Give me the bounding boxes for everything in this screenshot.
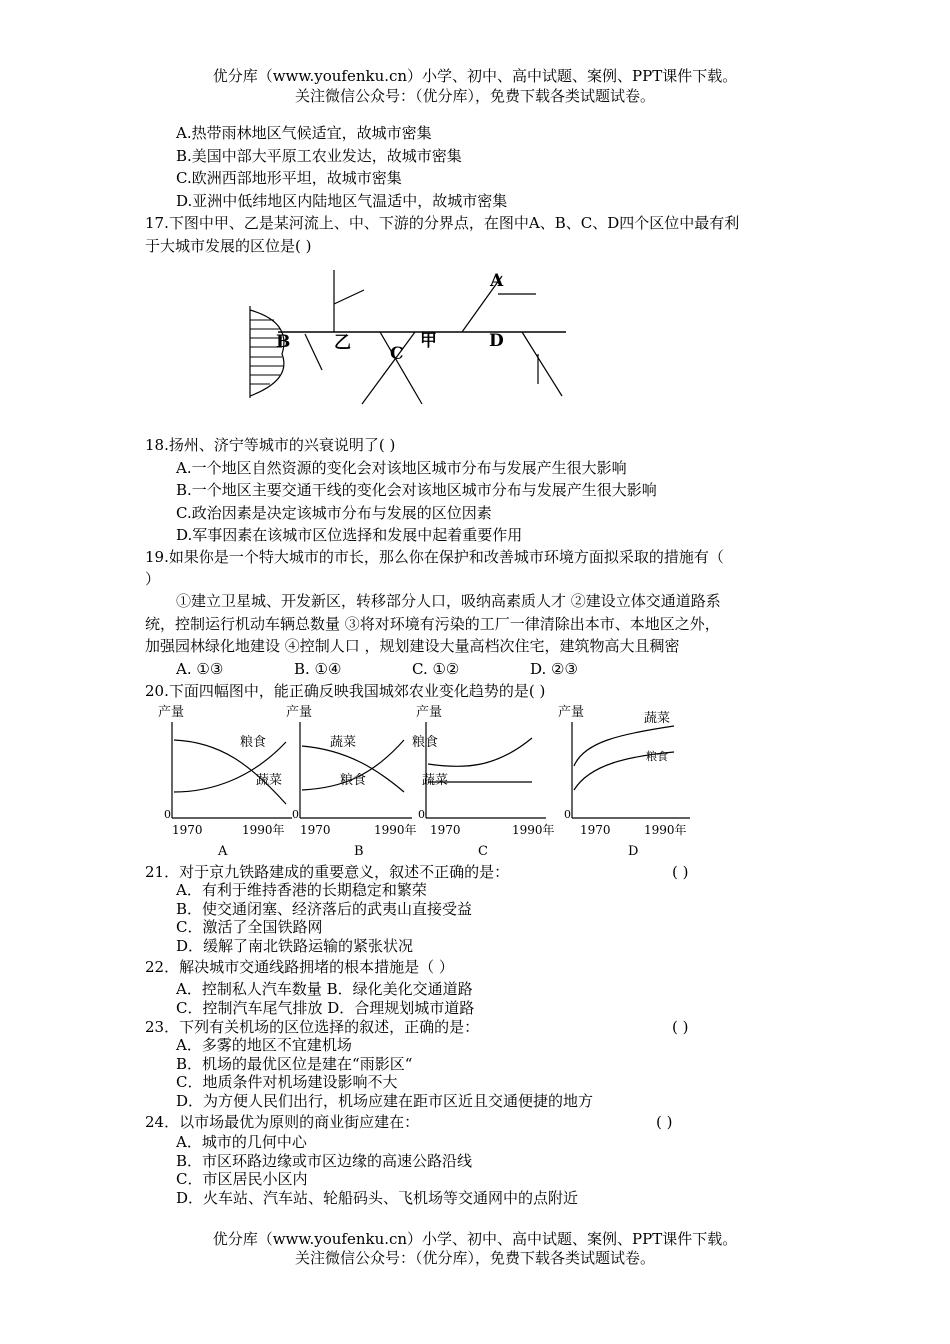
q24-option-c: C．市区居民小区内 bbox=[176, 1170, 308, 1188]
q23-option-a: A．多雾的地区不宜建机场 bbox=[176, 1036, 352, 1054]
chart-d-x1: 1990年 bbox=[644, 823, 687, 837]
q23-blank: ( ) bbox=[672, 1018, 689, 1036]
q18-option-c: C.政治因素是决定该城市分布与发展的区位因素 bbox=[176, 504, 492, 522]
chart-b-zero: 0 bbox=[292, 808, 299, 821]
chart-b-label-grain: 粮食 bbox=[340, 773, 367, 788]
chart-a-curve-grain bbox=[174, 740, 286, 804]
q22-options-cd: C．控制汽车尾气排放 D．合理规划城市道路 bbox=[176, 999, 475, 1017]
header-line-1: 优分库（www.youfenku.cn）小学、初中、高中试题、案例、PPT课件下载。 bbox=[212, 67, 738, 85]
chart-b-x0: 1970 bbox=[300, 823, 331, 837]
tributary-2 bbox=[305, 334, 322, 370]
q19-option-a: A. ①③ bbox=[176, 660, 224, 678]
chart-c-zero: 0 bbox=[418, 808, 425, 821]
chart-c-curve-grain bbox=[428, 738, 532, 766]
coastline-shape bbox=[250, 310, 284, 396]
chart-d-ylabel: 产量 bbox=[558, 705, 585, 720]
q19-body-3: 加强园林绿化地建设 ④控制人口 ，规划建设大量高档次住宅，建筑物高大且稠密 bbox=[145, 637, 680, 655]
chart-b-ylabel: 产量 bbox=[286, 705, 313, 720]
q23-option-d: D．为方便人民们出行，机场应建在距市区近且交通便捷的地方 bbox=[176, 1092, 594, 1110]
q17-stem-1: 17.下图中甲、乙是某河流上、中、下游的分界点，在图中A、B、C、D四个区位中最有利 bbox=[145, 214, 740, 232]
tributary-3 bbox=[380, 332, 422, 404]
label-d: D bbox=[489, 331, 504, 351]
chart-c-letter: C bbox=[478, 844, 488, 859]
chart-a-letter: A bbox=[218, 844, 228, 859]
label-yi: 乙 bbox=[334, 333, 351, 353]
q19-option-c: C. ①② bbox=[412, 660, 460, 678]
label-a: A bbox=[490, 271, 504, 291]
q24-option-d: D．火车站、汽车站、轮船码头、飞机场等交通网中的点附近 bbox=[176, 1189, 579, 1207]
q24-blank: ( ) bbox=[656, 1113, 673, 1131]
chart-a-zero: 0 bbox=[164, 808, 171, 821]
footer-line-2: 关注微信公众号：（优分库），免费下载各类试题试卷。 bbox=[294, 1249, 655, 1267]
q19-option-d: D. ②③ bbox=[530, 660, 578, 678]
q19-body-2: 统，控制运行机动车辆总数量 ③将对环境有污染的工厂一律清除出本市、本地区之外， bbox=[145, 615, 720, 633]
q16-option-a: A.热带雨林地区气候适宜，故城市密集 bbox=[176, 124, 432, 142]
chart-c-ylabel: 产量 bbox=[416, 705, 443, 720]
chart-b-letter: B bbox=[354, 844, 364, 859]
chart-c-x1: 1990年 bbox=[512, 823, 555, 837]
footer-line-1: 优分库（www.youfenku.cn）小学、初中、高中试题、案例、PPT课件下载。 bbox=[212, 1230, 738, 1248]
sea-hatching bbox=[250, 320, 284, 384]
chart-b-x1: 1990年 bbox=[374, 823, 417, 837]
q19-option-b: B. ①④ bbox=[294, 660, 342, 678]
q21-blank: ( ) bbox=[672, 863, 689, 881]
q16-option-d: D.亚洲中低纬地区内陆地区气温适中，故城市密集 bbox=[176, 192, 508, 210]
header-line-2: 关注微信公众号：（优分库），免费下载各类试题试卷。 bbox=[294, 87, 655, 105]
q16-option-c: C.欧洲西部地形平坦，故城市密集 bbox=[176, 169, 402, 187]
q20-chart-d bbox=[550, 700, 700, 862]
q20-chart-b bbox=[278, 700, 428, 862]
tributary-4 bbox=[362, 332, 415, 404]
q19-stem-1: 19.如果你是一个特大城市的市长，那么你在保护和改善城市环境方面拟采取的措施有（ bbox=[145, 548, 724, 566]
q18-option-b: B.一个地区主要交通干线的变化会对该地区城市分布与发展产生很大影响 bbox=[176, 481, 657, 499]
q19-body-1: ①建立卫星城、开发新区，转移部分人口，吸纳高素质人才 ②建设立体交通道路系 bbox=[176, 592, 721, 610]
q21-option-b: B．使交通闭塞、经济落后的武夷山直接受益 bbox=[176, 900, 473, 918]
tributary-1-branch bbox=[334, 290, 364, 304]
chart-a-label-veg: 蔬菜 bbox=[256, 773, 283, 788]
chart-c-x0: 1970 bbox=[430, 823, 461, 837]
chart-a-x0: 1970 bbox=[172, 823, 203, 837]
q21-option-a: A．有利于维持香港的长期稳定和繁荣 bbox=[176, 881, 427, 899]
q23-option-c: C．地质条件对机场建设影响不大 bbox=[176, 1073, 398, 1091]
q21-stem: 21．对于京九铁路建成的重要意义，叙述不正确的是： bbox=[145, 863, 510, 881]
label-b: B bbox=[276, 332, 291, 352]
label-c: C bbox=[390, 344, 404, 364]
chart-c-label-veg: 蔬菜 bbox=[422, 773, 449, 788]
label-jia: 甲 bbox=[420, 331, 437, 351]
q16-option-b: B.美国中部大平原工农业发达，故城市密集 bbox=[176, 147, 462, 165]
chart-a-x1: 1990年 bbox=[242, 823, 285, 837]
chart-a-label-grain: 粮食 bbox=[240, 735, 267, 750]
chart-d-label-veg: 蔬菜 bbox=[644, 711, 671, 726]
q24-option-b: B．市区环路边缘或市区边缘的高速公路沿线 bbox=[176, 1152, 473, 1170]
chart-d-x0: 1970 bbox=[580, 823, 611, 837]
q17-river-diagram bbox=[240, 262, 570, 412]
chart-d-label-grain: 粮食 bbox=[646, 750, 668, 763]
q21-option-c: C．激活了全国铁路网 bbox=[176, 918, 323, 936]
q23-option-b: B．机场的最优区位是建在“雨影区“ bbox=[176, 1055, 413, 1073]
chart-d-letter: D bbox=[628, 844, 639, 859]
q23-stem: 23．下列有关机场的区位选择的叙述，正确的是： bbox=[145, 1018, 480, 1036]
q20-chart-c bbox=[408, 700, 558, 862]
q20-stem: 20.下面四幅图中，能正确反映我国城郊农业变化趋势的是( ) bbox=[145, 682, 546, 700]
tributary-6 bbox=[522, 332, 562, 396]
q22-options-ab: A．控制私人汽车数量 B．绿化美化交通道路 bbox=[176, 980, 473, 998]
chart-d-zero: 0 bbox=[564, 808, 571, 821]
q19-stem-2: ） bbox=[145, 570, 161, 588]
chart-b-label-veg: 蔬菜 bbox=[330, 735, 357, 750]
q24-option-a: A．城市的几何中心 bbox=[176, 1133, 307, 1151]
q18-option-a: A.一个地区自然资源的变化会对该地区城市分布与发展产生很大影响 bbox=[176, 459, 627, 477]
q18-option-d: D.军事因素在该城市区位选择和发展中起着重要作用 bbox=[176, 526, 523, 544]
q18-stem: 18.扬州、济宁等城市的兴衰说明了( ) bbox=[145, 436, 396, 454]
q22-stem: 22．解决城市交通线路拥堵的根本措施是（ ） bbox=[145, 958, 454, 976]
q24-stem: 24．以市场最优为原则的商业街应建在： bbox=[145, 1113, 420, 1131]
chart-a-ylabel: 产量 bbox=[158, 705, 185, 720]
q21-option-d: D．缓解了南北铁路运输的紧张状况 bbox=[176, 937, 414, 955]
q17-stem-2: 于大城市发展的区位是( ) bbox=[145, 237, 312, 255]
chart-c-label-grain: 粮食 bbox=[412, 735, 439, 750]
